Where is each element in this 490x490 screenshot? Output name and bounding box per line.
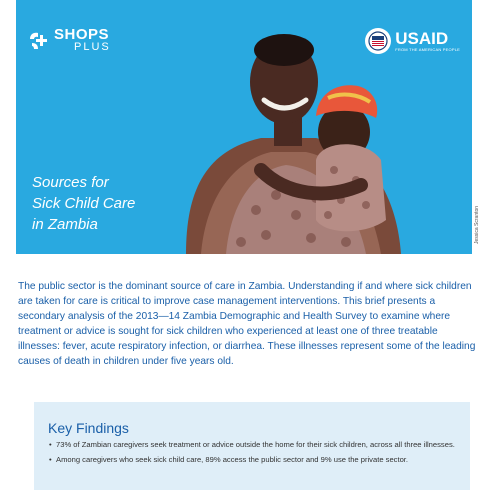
shops-plus-logo xyxy=(28,28,111,53)
usaid-logo xyxy=(365,28,460,54)
intro-paragraph: The public sector is the dominant source of care in Zambia. Understanding if and where sick children are taken for care is critical to improve case management interventions. This brief presents a secondary analysis of the 2013—14 Zambia Demographic and Health Survey to examine where treatment or advice is sought for sick children who experienced at least one of three treatable illnesses: fever, acute respiratory infection, or diarrhea. These illnesses represent some of the leading causes of death in children under five years old. xyxy=(18,281,476,367)
shops-wordmark: SHOPS xyxy=(54,26,110,43)
shops-plus-logo-icon xyxy=(28,29,50,51)
usaid-wordmark: USAID xyxy=(395,29,449,48)
cover-title-line: Sources for xyxy=(32,174,109,191)
finding-item: • Among caregivers who seek sick child care, 89% access the public sector and 9% use the private sector. xyxy=(50,455,465,466)
photo-credit: Jessica Scranton xyxy=(474,205,480,244)
cover-title xyxy=(32,172,135,235)
cover-title-line: in Zambia xyxy=(32,216,98,233)
hero-banner xyxy=(16,0,472,254)
plus-wordmark: PLUS xyxy=(74,41,111,54)
usaid-tagline: FROM THE AMERICAN PEOPLE xyxy=(395,47,460,52)
key-findings-panel xyxy=(34,402,470,490)
finding-item: • 73% of Zambian caregivers seek treatment or advice outside the home for their sick children, across all three illnesses. xyxy=(50,440,465,451)
key-findings-list xyxy=(40,440,465,469)
cover-title-line: Sick Child Care xyxy=(32,195,136,212)
cover-photo xyxy=(166,20,416,254)
usaid-seal-icon xyxy=(365,28,391,54)
key-findings-heading: Key Findings xyxy=(48,420,129,436)
